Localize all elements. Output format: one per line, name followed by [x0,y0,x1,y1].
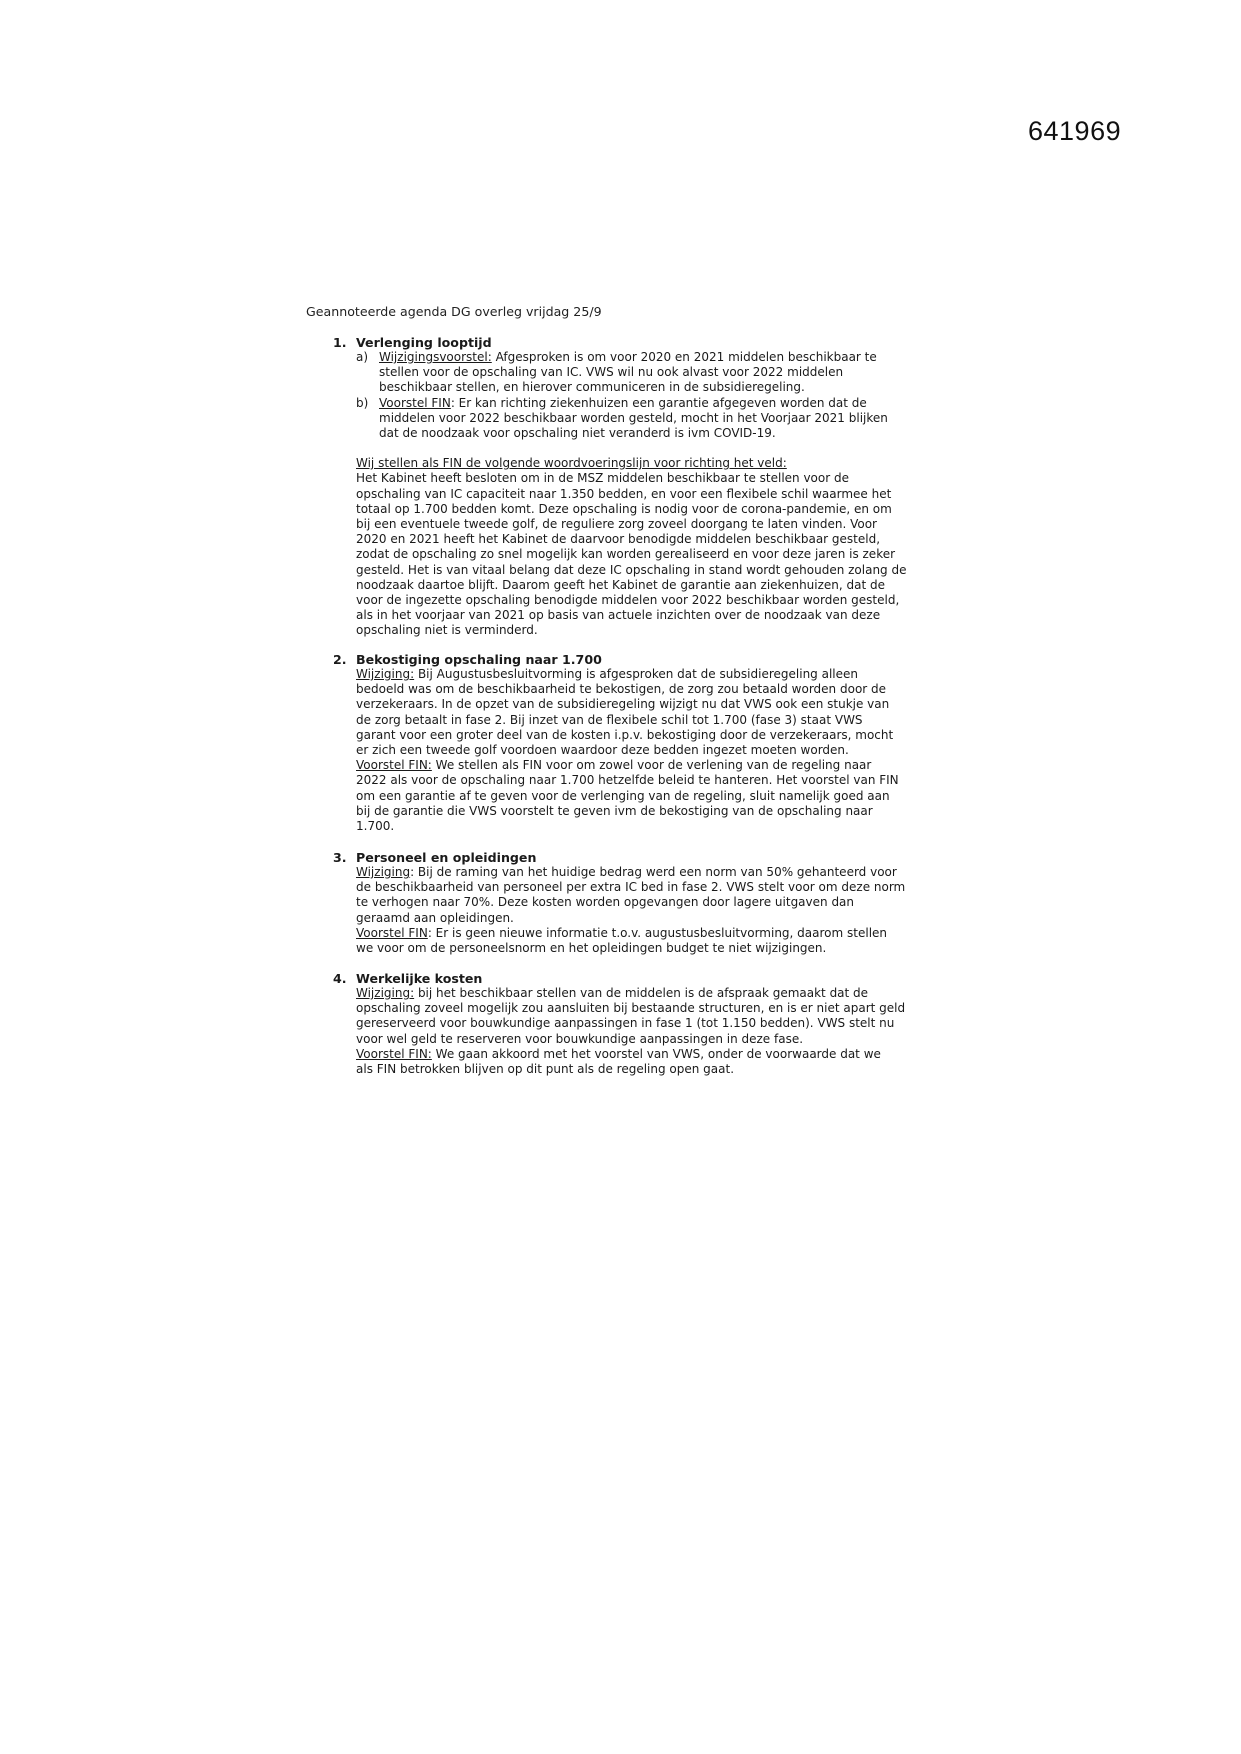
wijziging-label: Wijziging: [356,986,415,1000]
paragraph-line: bij het beschikbaar stellen van de middelen is de afspraak gemaakt dat de [414,986,869,1000]
paragraph-line: Bij Augustusbesluitvorming is afgesproken dat de subsidieregeling alleen [414,667,858,681]
paragraph-line: Afgesproken is om voor 2020 en 2021 middelen beschikbaar te [491,350,877,364]
paragraph-line: verzekeraars. In de opzet van de subsidieregeling wijzigt nu dat VWS ook een stukje van [356,697,890,712]
paragraph-line: zodat de opschaling zo snel mogelijk kan worden gerealiseerd en voor deze jaren is zeker [356,547,896,562]
paragraph-line: bij de garantie die VWS voorstelt te geven ivm de bekostiging van de opschaling naar [356,803,873,818]
paragraph-line: om een garantie af te geven voor de verlenging van de regeling, sluit namelijk goed aan [356,788,890,803]
paragraph-line: dat de noodzaak voor opschaling niet veranderd is ivm COVID-19. [379,426,776,441]
sub-item-b [356,396,946,442]
paragraph-line: als in het voorjaar van 2021 op basis van actuele inzichten over de noodzaak van deze [356,608,881,623]
agenda-item-verlenging-looptijd [333,335,943,639]
wijzigingsvoorstel-label: Wijzigingsvoorstel: [379,350,492,364]
paragraph-line: te verhogen naar 70%. Deze kosten worden opgevangen door lagere uitgaven dan [356,895,855,910]
paragraph-line: gereserveerd voor bouwkundige aanpassingen in fase 1 (tot 1.150 bedden). VWS stelt nu [356,1016,895,1031]
wijziging-label: Wijziging: [356,667,415,681]
voorstel-fin-label: Voorstel FIN: [356,758,432,773]
paragraph-line: : Bij de raming van het huidige bedrag werd een norm van 50% gehanteerd voor [410,865,897,879]
agenda-item-heading: Personeel en opleidingen [356,850,537,865]
sub-item-marker: a) [356,350,369,364]
agenda-item-personeel-opleidingen [333,850,943,956]
paragraph-line: We stellen als FIN voor om zowel voor de verlening van de regeling naar [431,758,872,773]
paragraph-line: de zorg betaalt in fase 2. Bij inzet van de flexibele schil tot 1.700 (fase 3) staat VWS [356,712,863,727]
voorstel-fin-label: Voorstel FIN [356,925,428,940]
agenda-item-heading: Bekostiging opschaling naar 1.700 [356,652,602,667]
paragraph-line: 1.700. [356,819,395,834]
agenda-title: Geannoteerde agenda DG overleg vrijdag 25/9 [306,304,602,319]
paragraph-line: bedoeld was om de beschikbaarheid te bekostigen, de zorg zou betaald worden door de [356,682,887,697]
paragraph-line: opschaling niet is verminderd. [356,623,538,638]
voorstel-fin-label: Voorstel FIN [379,395,451,410]
agenda-item-werkelijke-kosten [333,971,943,1077]
paragraph-line: beschikbaar stellen, en hierover communiceren in de subsidieregeling. [379,380,805,395]
paragraph-line: noodzaak daartoe blijft. Daarom geeft het Kabinet de garantie aan ziekenhuizen, dat de [356,577,886,592]
agenda-item-bekostiging-opschaling [333,652,943,834]
paragraph-line: gesteld. Het is van vitaal belang dat deze IC opschaling in stand wordt gehouden zolang de [356,562,907,577]
paragraph-line: opschaling zoveel mogelijk zou aansluiten bij bestaande structuren, en is er niet apart geld [356,1001,906,1016]
paragraph-line: garant voor een groter deel van de kosten i.p.v. bekostiging door de verzekeraars, mocht [356,727,894,742]
paragraph-line: : Er kan richting ziekenhuizen een garantie afgegeven worden dat de [450,395,867,410]
paragraph-line: als FIN betrokken blijven op dit punt als de regeling open gaat. [356,1062,735,1077]
paragraph-line: We gaan akkoord met het voorstel van VWS, onder de voorwaarde dat we [431,1046,881,1061]
paragraph-line: we voor om de personeelsnorm en het opleidingen budget te niet wijzigingen. [356,941,827,956]
paragraph-line: voor wel geld te reserveren voor bouwkundige aanpassingen in deze fase. [356,1031,804,1046]
agenda-item-heading: Verlenging looptijd [356,335,492,350]
paragraph-line: middelen voor 2022 beschikbaar worden gesteld, mocht in het Voorjaar 2021 blijken [379,410,888,425]
sub-item-a [356,350,946,396]
paragraph-line: 2022 als voor de opschaling naar 1.700 hetzelfde beleid te hanteren. Het voorstel van FIN [356,773,899,788]
voorstel-fin-label: Voorstel FIN: [356,1046,432,1061]
woordvoeringslijn-heading: Wij stellen als FIN de volgende woordvoeringslijn voor richting het veld: [356,456,787,471]
paragraph-line: totaal op 1.700 bedden komt. Deze opschaling is nodig voor de corona-pandemie, en om [356,501,892,516]
agenda-item-number: 4. [333,971,347,986]
agenda-item-number: 3. [333,850,347,865]
paragraph-line: voor de ingezette opschaling benodigde middelen voor 2022 beschikbaar worden gesteld, [356,593,900,608]
agenda-item-number: 1. [333,335,347,350]
paragraph-line: opschaling van IC capaciteit naar 1.350 bedden, en voor een flexibele schil waarmee het [356,486,892,501]
paragraph-line: bij een eventuele tweede golf, de reguliere zorg zoveel doorgang te laten vinden. Voor [356,517,877,532]
wijziging-label: Wijziging [356,865,411,879]
paragraph-line: geraamd aan opleidingen. [356,910,514,925]
agenda-item-number: 2. [333,652,347,667]
paragraph-line: Het Kabinet heeft besloten om in de MSZ middelen beschikbaar te stellen voor de [356,471,849,486]
paragraph-line: stellen voor de opschaling van IC. VWS wil nu ook alvast voor 2022 middelen [379,365,844,380]
paragraph-line: : Er is geen nieuwe informatie t.o.v. augustusbesluitvorming, daarom stellen [427,925,888,940]
agenda-item-heading: Werkelijke kosten [356,971,483,986]
paragraph-line: er zich een tweede golf voordoen waardoor deze bedden ingezet moeten worden. [356,743,849,758]
paragraph-line: de beschikbaarheid van personeel per extra IC bed in fase 2. VWS stelt voor om deze norm [356,880,906,895]
paragraph-line: 2020 en 2021 heeft het Kabinet de daarvoor benodigde middelen beschikbaar gesteld, [356,532,881,547]
sub-item-marker: b) [356,395,369,410]
document-id: 641969 [1028,116,1122,146]
